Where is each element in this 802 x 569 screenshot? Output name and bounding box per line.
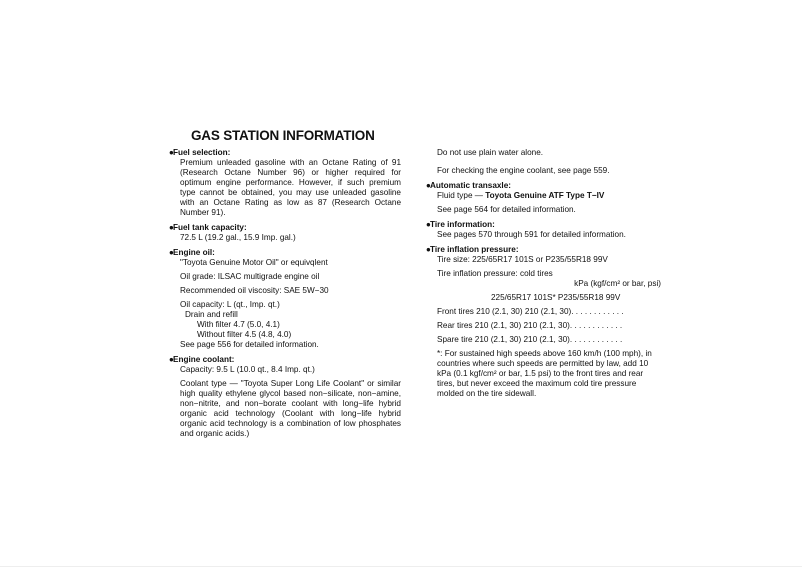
fuel-tank-label: Fuel tank capacity:	[173, 223, 247, 232]
transaxle-heading	[426, 181, 661, 191]
oil-capacity-text: Oil capacity: L (qt., Imp. qt.)	[180, 300, 280, 309]
oil-viscosity-text: Recommended oil viscosity: SAE 5W−30	[180, 286, 329, 295]
spacer	[437, 158, 661, 162]
engine-coolant-section	[169, 355, 401, 439]
bullet-icon: ●	[426, 181, 431, 190]
drain-refill-text: Drain and refill	[185, 310, 238, 319]
oil-grade-text: Oil grade: ILSAC multigrade engine oil	[180, 272, 320, 281]
bullet-icon: ●	[169, 148, 174, 157]
fluid-type-text	[437, 191, 661, 201]
fluid-type-name: Toyota Genuine ATF Type T−IV	[485, 191, 605, 200]
transaxle-see-page-text: See page 564 for detailed information.	[437, 205, 576, 214]
bullet-icon: ●	[169, 355, 174, 364]
tire-info-heading	[426, 220, 661, 230]
oil-see-page-text: See page 556 for detailed information.	[180, 340, 319, 349]
engine-coolant-heading	[169, 355, 401, 365]
engine-oil-section	[169, 248, 401, 350]
cold-tires-text: Tire inflation pressure: cold tires	[437, 269, 553, 278]
bullet-icon: ●	[169, 248, 174, 257]
coolant-continued-section	[426, 148, 661, 176]
tire-columns-text: 225/65R17 101S* P235/55R18 99V	[491, 293, 621, 302]
oil-type-text: "Toyota Genuine Motor Oil" or equivqlent	[180, 258, 328, 267]
tire-pressure-label: Tire inflation pressure:	[430, 245, 519, 254]
fuel-tank-section	[169, 223, 401, 243]
front-tires-row: Front tires 210 (2.1, 30) 210 (2.1, 30). . . . . . . . . . . .	[437, 307, 624, 316]
bullet-icon: ●	[426, 245, 431, 254]
coolant-see-page-text: For checking the engine coolant, see page 559.	[437, 166, 610, 175]
page-title: GAS STATION INFORMATION	[191, 128, 375, 143]
tire-info-label: Tire information:	[430, 220, 495, 229]
bullet-icon: ●	[426, 220, 431, 229]
transaxle-section	[426, 181, 661, 215]
right-column	[426, 148, 661, 404]
fuel-selection-heading	[169, 148, 401, 158]
bullet-icon: ●	[169, 223, 174, 232]
coolant-capacity-text: Capacity: 9.5 L (10.0 qt., 8.4 Imp. qt.)	[180, 365, 315, 374]
tire-info-section	[426, 220, 661, 240]
engine-oil-heading	[169, 248, 401, 258]
pressure-unit-text: kPa (kgf/cm² or bar, psi)	[574, 279, 661, 288]
fuel-tank-text: 72.5 L (19.2 gal., 15.9 Imp. gal.)	[180, 233, 296, 242]
engine-oil-label: Engine oil:	[173, 248, 215, 257]
without-filter-text: Without filter 4.5 (4.8, 4.0)	[197, 330, 292, 339]
tire-pressure-heading	[426, 245, 661, 255]
transaxle-label: Automatic transaxle:	[430, 181, 511, 190]
page-bottom-edge	[0, 566, 802, 567]
tire-pressure-section	[426, 245, 661, 399]
fluid-type-prefix: Fluid type —	[437, 191, 486, 200]
tire-info-text: See pages 570 through 591 for detailed information.	[437, 230, 626, 239]
fuel-selection-section	[169, 148, 401, 218]
left-column	[169, 148, 401, 444]
fuel-tank-heading	[169, 223, 401, 233]
rear-tires-row: Rear tires 210 (2.1, 30) 210 (2.1, 30). . . . . . . . . . . .	[437, 321, 623, 330]
engine-coolant-label: Engine coolant:	[173, 355, 235, 364]
plain-water-text: Do not use plain water alone.	[437, 148, 544, 157]
spare-tire-row: Spare tire 210 (2.1, 30) 210 (2.1, 30). . . . . . . . . . . .	[437, 335, 623, 344]
fuel-selection-text: Premium unleaded gasoline with an Octane Rating of 91 (Research Octane Number 96) or higher required for optimum engine performance. However, if such premium type cannot be obtained, you may use unleaded gasoline with an Octane Rating as low as 87 (Research Octane Number 91).	[180, 158, 401, 217]
tire-size-text: Tire size: 225/65R17 101S or P235/55R18 99V	[437, 255, 608, 264]
coolant-type-text: Coolant type — "Toyota Super Long Life Coolant" or similar high quality ethylene glycol based non−silicate, non−amine, non−nitrite, and non−borate coolant with long−life hybrid organic acid technology (Coolant with long−life hybrid organic acid technology is a combination of low phosphates and organic acids.)	[180, 379, 401, 438]
with-filter-text: With filter 4.7 (5.0, 4.1)	[197, 320, 280, 329]
pressure-footnote: *: For sustained high speeds above 160 km/h (100 mph), in countries where such speeds are permitted by law, add 10 kPa (0.1 kgf/cm² or bar, 1.5 psi) to the front tires and rear tires, but never exceed the maximum cold tire pressure molded on the tire sidewall.	[437, 349, 652, 398]
fuel-selection-label: Fuel selection:	[173, 148, 231, 157]
